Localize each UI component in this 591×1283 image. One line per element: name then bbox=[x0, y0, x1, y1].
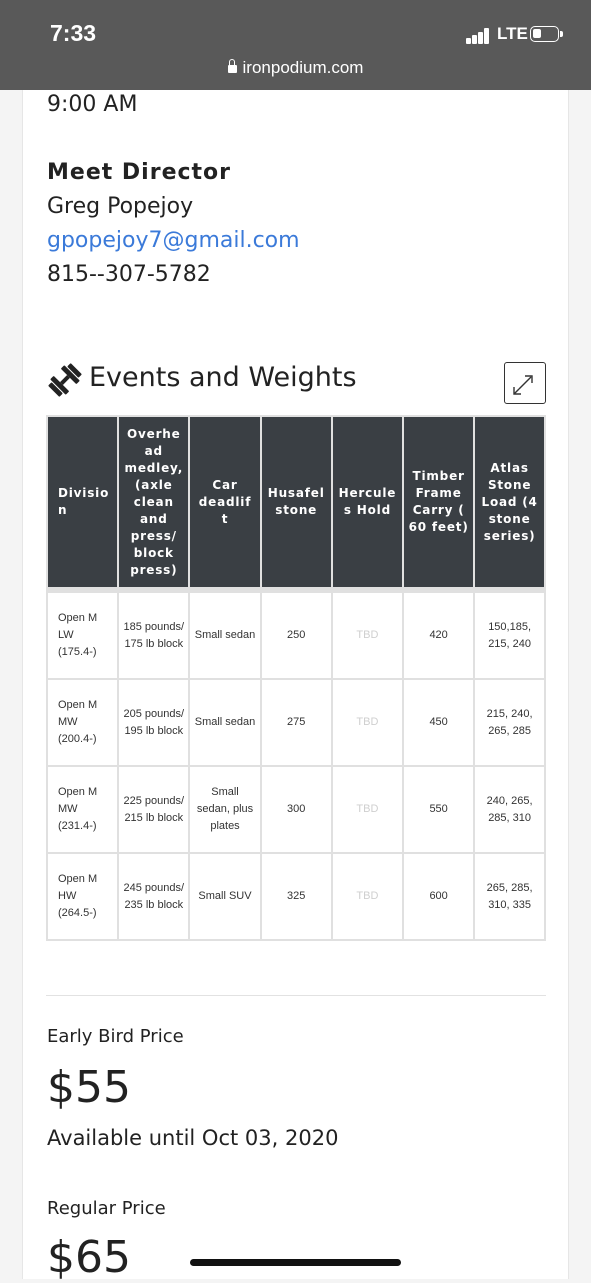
event-details-card bbox=[22, 90, 569, 1283]
expand-arrows-icon bbox=[505, 363, 545, 403]
cell-overhead-medley: 245 pounds/ 235 lb block bbox=[119, 854, 188, 939]
cell-hercules-hold: TBD bbox=[333, 593, 402, 678]
events-section-title bbox=[47, 358, 547, 408]
director-phone: 815--307-5782 bbox=[47, 262, 211, 287]
cell-division: Open M MW (200.4-) bbox=[48, 680, 117, 765]
events-table bbox=[46, 415, 546, 941]
regular-price-label: Regular Price bbox=[47, 1198, 166, 1219]
col-atlas-stone-load: Atlas Stone Load (4 stone series) bbox=[475, 417, 544, 587]
cell-atlas-stone-load: 240, 265, 285, 310 bbox=[475, 767, 544, 852]
cell-hercules-hold: TBD bbox=[333, 854, 402, 939]
table-row bbox=[48, 680, 544, 765]
events-title: Events and Weights bbox=[89, 362, 357, 393]
regular-price: $65 bbox=[47, 1232, 131, 1283]
director-email-link[interactable]: gpopejoy7@gmail.com bbox=[47, 228, 300, 253]
cell-division: Open M LW (175.4-) bbox=[48, 593, 117, 678]
cell-husafel-stone: 325 bbox=[262, 854, 331, 939]
status-time: 7:33 bbox=[50, 20, 97, 46]
status-bar bbox=[0, 0, 591, 90]
cell-overhead-medley: 185 pounds/ 175 lb block bbox=[119, 593, 188, 678]
table-header-row bbox=[48, 417, 544, 587]
director-name: Greg Popejoy bbox=[47, 194, 194, 219]
col-car-deadlift: Car deadlif t bbox=[190, 417, 259, 587]
cell-hercules-hold: TBD bbox=[333, 680, 402, 765]
cell-hercules-hold: TBD bbox=[333, 767, 402, 852]
table-row bbox=[48, 767, 544, 852]
home-indicator[interactable] bbox=[190, 1259, 401, 1266]
address-bar[interactable] bbox=[0, 58, 591, 78]
meet-director-heading: Meet Director bbox=[47, 160, 232, 185]
early-bird-label: Early Bird Price bbox=[47, 1026, 184, 1047]
dumbbell-icon bbox=[47, 362, 83, 398]
col-timber-frame-carry: Timber Frame Carry ( 60 feet) bbox=[404, 417, 473, 587]
table-row bbox=[48, 593, 544, 678]
col-hercules-hold: Hercule s Hold bbox=[333, 417, 402, 587]
cell-overhead-medley: 205 pounds/ 195 lb block bbox=[119, 680, 188, 765]
cell-atlas-stone-load: 150,185, 215, 240 bbox=[475, 593, 544, 678]
col-overhead-medley: Overhe ad medley, (axle clean and press/ block press) bbox=[119, 417, 188, 587]
battery-icon bbox=[530, 26, 559, 42]
cell-car-deadlift: Small sedan bbox=[190, 680, 259, 765]
cell-car-deadlift: Small SUV bbox=[190, 854, 259, 939]
cell-timber-frame-carry: 600 bbox=[404, 854, 473, 939]
cell-division: Open M MW (231.4-) bbox=[48, 767, 117, 852]
lock-icon bbox=[228, 65, 237, 73]
cell-husafel-stone: 250 bbox=[262, 593, 331, 678]
cell-atlas-stone-load: 215, 240, 265, 285 bbox=[475, 680, 544, 765]
early-bird-deadline: Available until Oct 03, 2020 bbox=[47, 1126, 339, 1150]
cell-division: Open M HW (264.5-) bbox=[48, 854, 117, 939]
expand-button[interactable] bbox=[504, 362, 546, 404]
signal-strength-icon bbox=[466, 28, 494, 44]
section-divider bbox=[46, 995, 546, 996]
cell-car-deadlift: Small sedan bbox=[190, 593, 259, 678]
cell-overhead-medley: 225 pounds/ 215 lb block bbox=[119, 767, 188, 852]
early-bird-price: $55 bbox=[47, 1062, 131, 1113]
url-text: ironpodium.com bbox=[242, 58, 364, 77]
cell-timber-frame-carry: 550 bbox=[404, 767, 473, 852]
cell-husafel-stone: 275 bbox=[262, 680, 331, 765]
cell-car-deadlift: Small sedan, plus plates bbox=[190, 767, 259, 852]
cell-timber-frame-carry: 420 bbox=[404, 593, 473, 678]
cell-timber-frame-carry: 450 bbox=[404, 680, 473, 765]
col-division: Divisio n bbox=[48, 417, 117, 587]
start-time: 9:00 AM bbox=[47, 92, 138, 117]
col-husafel-stone: Husafel stone bbox=[262, 417, 331, 587]
network-type: LTE bbox=[497, 24, 528, 43]
cell-husafel-stone: 300 bbox=[262, 767, 331, 852]
table-row bbox=[48, 854, 544, 939]
cell-atlas-stone-load: 265, 285, 310, 335 bbox=[475, 854, 544, 939]
